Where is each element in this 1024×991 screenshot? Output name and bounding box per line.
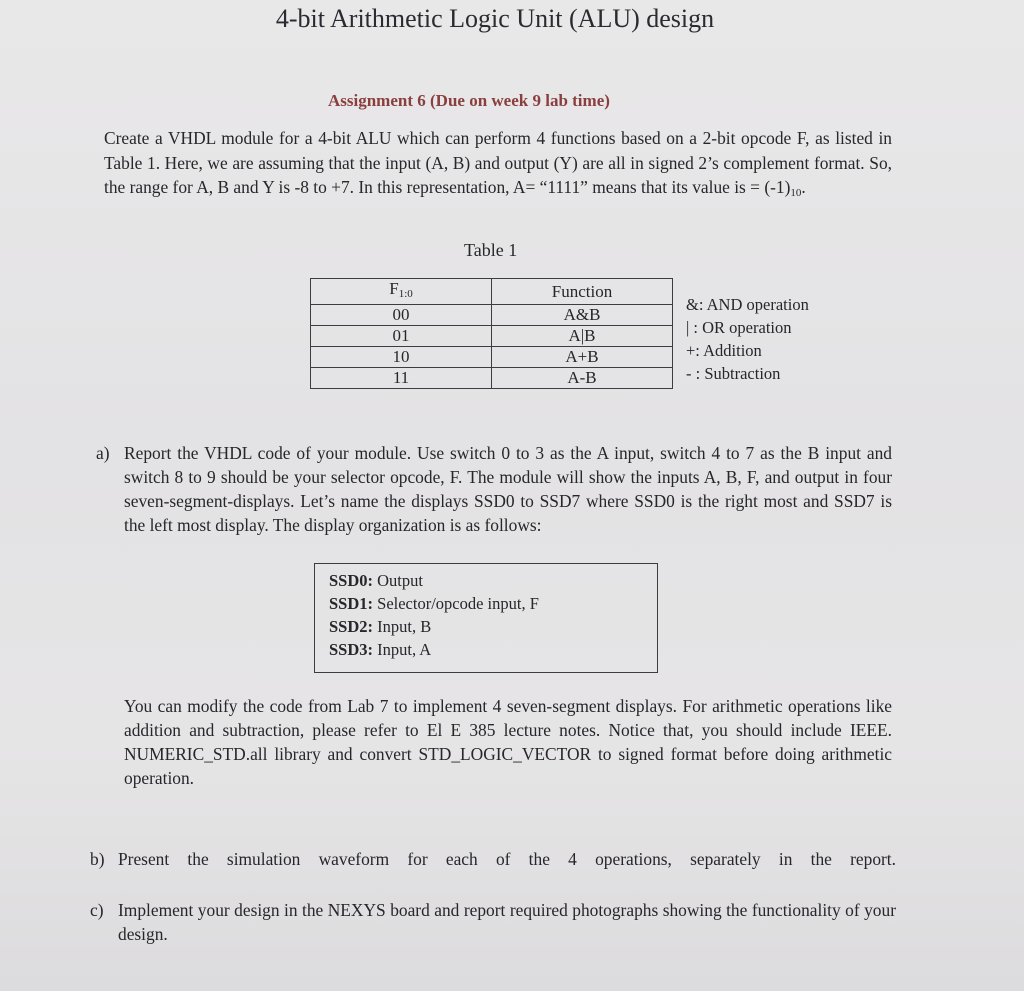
- table-row: [311, 305, 673, 326]
- opcode-cell: 01: [311, 326, 492, 347]
- assignment-heading: Assignment 6 (Due on week 9 lab time): [328, 91, 610, 110]
- part-a: [96, 441, 892, 537]
- legend-item: +: Addition: [686, 341, 762, 360]
- part-c: [90, 898, 896, 946]
- display-desc: Input, B: [377, 617, 432, 636]
- table-row: [311, 347, 673, 368]
- table-row: [311, 326, 673, 347]
- table-caption: Table 1: [464, 240, 518, 260]
- legend-item: &: AND operation: [686, 295, 809, 314]
- display-item: [329, 592, 657, 615]
- page-title: 4-bit Arithmetic Logic Unit (ALU) design: [275, 4, 715, 33]
- intro-end: .: [801, 177, 806, 197]
- display-name: SSD3:: [329, 640, 374, 659]
- part-c-text: Implement your design in the NEXYS board and report required photographs showing the functionality of your design.: [118, 900, 896, 944]
- display-desc: Selector/opcode input, F: [377, 594, 539, 613]
- intro-paragraph: [104, 126, 892, 206]
- table-header-row: [311, 279, 673, 305]
- function-cell: A|B: [492, 326, 673, 347]
- function-cell: A-B: [492, 368, 673, 389]
- header-opcode: [311, 279, 492, 305]
- display-desc: Output: [377, 571, 423, 590]
- opcode-cell: 10: [311, 347, 492, 368]
- header-opcode-sub: 1:0: [398, 288, 413, 300]
- display-desc: Input, A: [377, 640, 432, 659]
- intro-text: Create a VHDL module for a 4-bit ALU which can perform 4 functions based on a 2-bit opcode F, as listed in Table 1. Here, we are assuming that the input (A, B) and output (Y) are all in signed 2’s complement format. So, the range for A, B and Y is -8 to +7. In this representation, A= “1111” means that its value is = (-1): [104, 128, 892, 197]
- legend-item: - : Subtraction: [686, 364, 781, 383]
- display-name: SSD0:: [329, 571, 374, 590]
- function-cell: A+B: [492, 347, 673, 368]
- header-opcode-letter: F: [389, 279, 399, 298]
- display-organization-box: [314, 563, 658, 673]
- opcode-cell: 00: [311, 305, 492, 326]
- part-b-text: Present the simulation waveform for each of the 4 operations, separately in the report.: [118, 849, 896, 869]
- display-item: [329, 638, 657, 661]
- display-name: SSD2:: [329, 617, 374, 636]
- part-b: [90, 847, 896, 871]
- function-table: [310, 278, 673, 389]
- legend-item: | : OR operation: [686, 318, 792, 337]
- part-a-text: Report the VHDL code of your module. Use switch 0 to 3 as the A input, switch 4 to 7 as the B input and switch 8 to 9 should be your selector opcode, F. The module will show the inputs A, B, F, and output in four seven-segment-displays. Let’s name the displays SSD0 to SSD7 where SSD0 is the right most and SSD7 is the left most display. The display organization is as follows:: [124, 443, 892, 535]
- display-item: [329, 615, 657, 638]
- part-a-label: a): [96, 443, 110, 463]
- modify-note: You can modify the code from Lab 7 to implement 4 seven-segment displays. For arithmetic operations like addition and subtraction, please refer to El E 385 lecture notes. Notice that, you should include IEEE. NUMERIC_STD.all library and convert STD_LOGIC_VECTOR to signed format before doing arithmetic operation.: [124, 696, 892, 788]
- intro-subscript: 10: [790, 187, 802, 199]
- display-item: [329, 569, 657, 592]
- table-row: [311, 368, 673, 389]
- opcode-cell: 11: [311, 368, 492, 389]
- function-cell: A&B: [492, 305, 673, 326]
- part-c-label: c): [90, 900, 104, 920]
- part-b-label: b): [90, 849, 105, 869]
- operation-legend: [686, 293, 809, 385]
- display-name: SSD1:: [329, 594, 374, 613]
- header-function: Function: [492, 279, 673, 305]
